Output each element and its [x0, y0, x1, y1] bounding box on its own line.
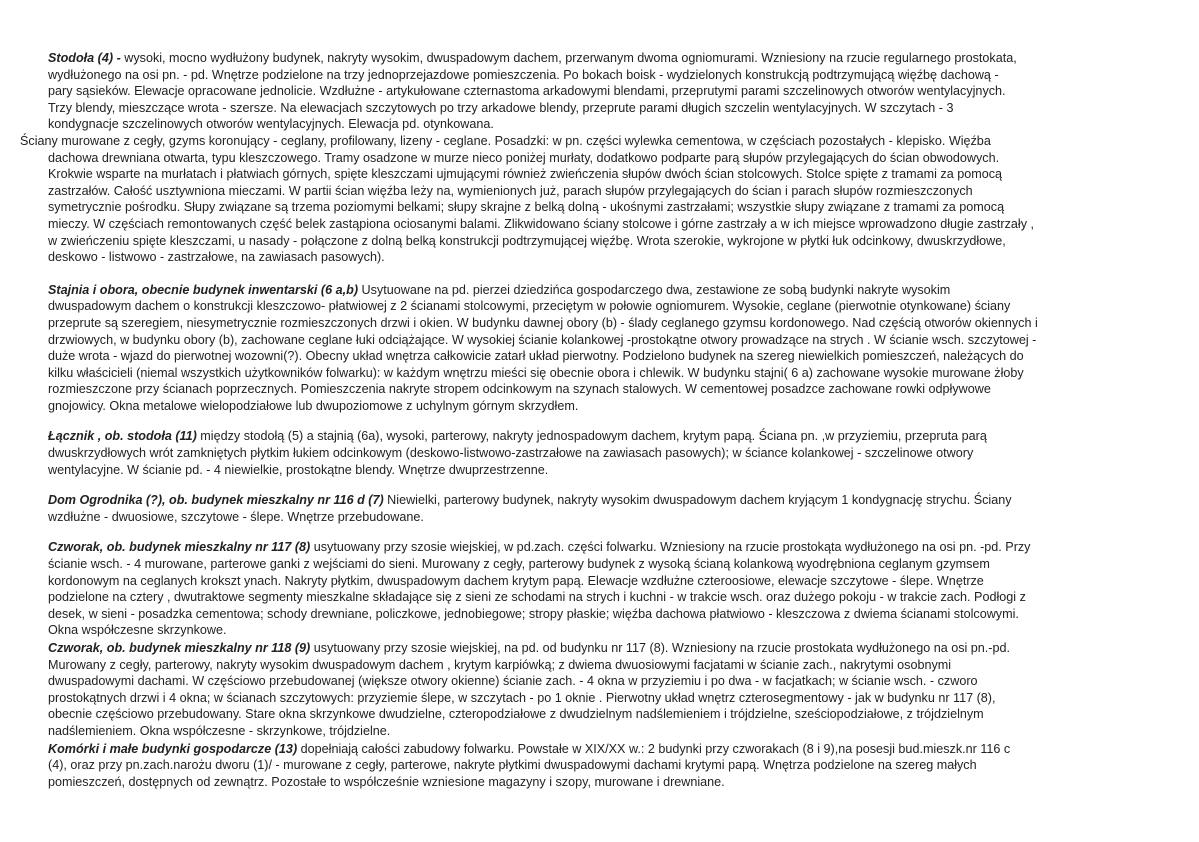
text-line — [10, 100, 1179, 117]
text-line — [10, 690, 1179, 707]
text-line — [10, 67, 1179, 84]
text-line — [10, 216, 1179, 233]
body-text: Niewielki, parterowy budynek, nakryty wysokim dwuspadowym dachem kryjącym 1 kondygnację strychu. Ściany — [383, 493, 1012, 508]
body-text: między stodołą (5) a stajnią (6a), wysoki, parterowy, nakryty jednospadowym dachem, krytym papą. Ściana pn. ,w przyziemiu, przeprutа parą — [196, 429, 987, 444]
document-section — [10, 428, 1179, 478]
body-text: mieczy. W częściach remontowanych część belek zastąpiona ociosanymi balami. Zlikwidowano ściany stolcowe i górne zastrzały a w ich miejsce wprowadzono długie zastrzały , — [48, 216, 1034, 231]
text-line — [10, 166, 1179, 183]
body-text: kilku właścicieli (niemal wszystkich użytkowników folwarku): w każdym wnętrzu mieści się obecnie obora i chlewik. W budynku stajni( 6 a) zachowane wysokie murowane żłoby — [48, 365, 1024, 380]
text-line — [10, 381, 1179, 398]
document-section — [10, 741, 1179, 791]
body-text: wentylacyjne. W ścianie pd. - 4 niewielkie, prostokątne blendy. Wnętrze dwuprzestrzenne. — [48, 462, 549, 477]
body-text: zastrzałów. Całość usztywniona mieczami. W partii ścian więźba leży na, wymienionych już, parach słupów przylegających do ścian i parach słupów rozmieszczonych — [48, 183, 973, 198]
body-text: Ściany murowane z cegły, gzyms koronujący - ceglany, profilowany, lizeny - ceglane. Posadzki: w pn. części wylewka cementowa, w częściach pozostałych - klepisko. Więźba — [20, 133, 991, 148]
body-text: prostokątnych drzwi i 4 okna; w ścianach szczytowych: przyziemie ślepe, w szczytach - po 1 oknie . Pierwotny układ wnętrz czterosegmentowy - jak w budynku nr 117 (8), — [48, 690, 996, 705]
body-text: kondygnacje szczelinowych otworów wentylacyjnych. Elewacja pd. otynkowana. — [48, 117, 494, 132]
text-line — [10, 282, 1179, 299]
text-line — [10, 622, 1179, 639]
document-section — [10, 539, 1179, 639]
body-text: duże wrota - wjazd do pierwotnej wozowni(?). Obecny układ wnętrza całkowicie zatarł układ pierwotny. Podzielono budynek na szereg niewielkich pomieszczeń, należących do — [48, 349, 1024, 364]
body-text: symetrycznie pośrodku. Słupy związane są trzema poziomymi belkami; słupy skrajne z belką dolną - ukośnymi zastrzałami; wszystkie słupy związane z tramami za pomocą — [48, 200, 1005, 215]
section-heading: Komórki i małe budynki gospodarcze (13) — [48, 741, 298, 756]
text-line — [10, 298, 1179, 315]
text-line — [10, 509, 1179, 526]
body-text: (4), oraz przy pn.zach.narożu dworu (1)/ - murowane z cegły, parterowe, nakryte płytkimi dwuspadowymi dachami krytymi papą. Wnętrza podzielone na szereg małych — [48, 758, 977, 773]
text-line — [10, 445, 1179, 462]
body-text: dwuspadowym dachem o konstrukcji kleszczowo- płatwiowej z 2 ścianami stolcowymi, przeciętym w połowie ogniomurem. Wysokie, ceglane (pierwotnie otynkowane) ściany — [48, 299, 1011, 314]
body-text: dwuskrzydłowych wrót zamkniętych płytkim łukiem odcinkowym (deskowo-listwowo-zastrzałowe na zawiasach pasowych); w ściance kolankowej - szczelinowe otwory — [48, 446, 974, 461]
text-line — [10, 741, 1179, 758]
text-line — [10, 116, 1179, 133]
text-line — [10, 723, 1179, 740]
body-text: podzielone na cztery , dwutraktowe segmenty mieszkalne składające się z sieni ze schodami na strych i kuchni - w trakcie wsch. oraz dużego pokoju - w trakcie zach. Podłogi z — [48, 590, 1026, 605]
text-line — [10, 50, 1179, 67]
text-line — [10, 199, 1179, 216]
text-line — [10, 133, 1179, 150]
text-line — [10, 462, 1179, 479]
body-text: usytuowany przy szosie wiejskiej, w pd.zach. części folwarku. Wzniesiony na rzucie prostokąta wydłużonego na osi pn. -pd. Przy — [310, 540, 1031, 555]
text-line — [10, 539, 1179, 556]
document-body — [10, 50, 1179, 790]
body-text: usytuowany przy szosie wiejskiej, na pd. od budynku nr 117 (8). Wzniesiony na rzucie prostokata wydłużonego na osi pn.-pd. — [310, 641, 1011, 655]
text-line — [10, 332, 1179, 349]
body-text: nadślemieniem. Okna współczesne - skrzynkowe, trójdzielne. — [48, 723, 391, 738]
text-line — [10, 249, 1179, 266]
body-text: dopełniają całości zabudowy folwarku. Powstałe w XIX/XX w.: 2 budynki przy czworakach (8 i 9),na posesji bud.mieszk.nr 116 c — [297, 741, 1011, 756]
body-text: Murowany z cegły, parterowy, nakryty wysokim dwuspadowym dachem , krytym karpiówką; z dwiema dwuosiowymi facjatami w ścianie zach., nakrytymi osobnymi — [48, 657, 952, 672]
document-section — [10, 50, 1179, 266]
text-line — [10, 774, 1179, 791]
body-text: drzwiowych, w budynku obory (b), zachowane ceglane łuki odciążające. W wysokiej ścianie kolankowej -prostokątne otwory prowadzące na strych . W ścianie wsch. szczytowej - — [48, 332, 1037, 347]
text-line — [10, 556, 1179, 573]
text-line — [10, 673, 1179, 690]
text-line — [10, 428, 1179, 445]
text-line — [10, 365, 1179, 382]
text-line — [10, 183, 1179, 200]
body-text: dwuspadowymi dachami. W częściowo przebudowanej (większe otwory okienne) ścianie zach. - 4 okna w przyziemiu i po dwa - w facjatkach; w ścianie wsch. - czworo — [48, 674, 978, 689]
body-text: w zwieńczeniu spięte kleszczami, u nasady - połączone z dolną belką konstrukcji podtrzymującej więźbę. Wrota szerokie, wykrojone w płytki łuk odcinkowy, dwuskrzydłowe, — [48, 233, 1006, 248]
body-text: wydłużonego na osi pn. - pd. Wnętrze podzielone na trzy jednoprzejazdowe pomieszczenia. Po bokach boisk - wydzielonych konstrukcją podtrzymującą więźbę dachową - — [48, 67, 999, 82]
section-heading: Stodoła (4) - — [48, 51, 125, 65]
text-line — [10, 606, 1179, 623]
body-text: gnojowicy. Okna metalowe wielopodziałowe lub dwupoziomowe z uchylnym górnym skrzydłem. — [48, 398, 579, 413]
document-section — [10, 282, 1179, 415]
body-text: dachowa drewniana otwarta, typu kleszczowego. Tramy osadzone w murze nieco poniżej murłaty, dodatkowo podparte parą słupów przylegających do ścian obwodowych. — [48, 150, 1000, 165]
body-text: ścianie wsch. - 4 murowane, parterowe ganki z wejściami do sieni. Murowany z cegły, parterowy budynek z wysoką ścianą kolankową wyodrębniona ceglanym gzymsem — [48, 557, 990, 572]
text-line — [10, 573, 1179, 590]
section-heading: Stajnia i obora, obecnie budynek inwentarski (6 a,b) — [48, 282, 359, 297]
body-text: rozmieszczone przy ścianach poprzecznych. Pomieszczenia nakryte stropem odcinkowym na szynach stalowych. W cementowej posadzce zachowane rowki odpływowe — [48, 382, 991, 397]
text-line — [10, 315, 1179, 332]
body-text: Okna współczesne skrzynkowe. — [48, 623, 227, 638]
text-line — [10, 398, 1179, 415]
text-line — [10, 83, 1179, 100]
section-heading: Czworak, ob. budynek mieszkalny nr 117 (8) — [48, 540, 311, 555]
text-line — [10, 150, 1179, 167]
text-line — [10, 589, 1179, 606]
text-line — [10, 657, 1179, 674]
body-text: pomieszczeń, dostępnych od zewnątrz. Pozostałe to współcześnie wzniesione magazyny i szopy, murowane i drewniane. — [48, 774, 725, 789]
section-heading: Łącznik , ob. stodoła (11) — [48, 429, 197, 444]
text-line — [10, 492, 1179, 509]
document-section — [10, 640, 1179, 740]
body-text: deskowo - listwowo - zastrzałowe, na zawiasach pasowych). — [48, 250, 385, 265]
text-line — [10, 233, 1179, 250]
text-line — [10, 348, 1179, 365]
body-text: kordonowym na ceglanych krokszt ynach. Nakryty płytkim, dwuspadowym dachem krytym papą. Elewacje wzdłużne czteroosiowe, elewacje szczytowe - ślepe. Wnętrze — [48, 573, 984, 588]
section-heading: Czworak, ob. budynek mieszkalny nr 118 (9) — [48, 641, 311, 655]
body-text: pary sąsieków. Elewacje opracowane jednolicie. Wzdłużne - artykułowane czternastoma arkadowymi blendami, przeprutymi parami szczelinowych otworów wentylacyjnych. — [48, 84, 1006, 99]
body-text: przeprute są szeregiem, niesymetrycznie rozmieszczonych drzwi i okien. W budynku dawnej obory (b) - ślady ceglanego gzymsu kordonowego. Nad częścią otworów okiennych i — [48, 315, 1038, 330]
text-line — [10, 640, 1179, 657]
body-text: desek, w sieni - posadzka cementowa; schody drewniane, policzkowe, jednobiegowe; stropy płaskie; więźba dachowa płatwiowo - kleszczowa z dwiema ścianami stolcowymi. — [48, 606, 1019, 621]
body-text: wysoki, mocno wydłużony budynek, nakryty wysokim, dwuspadowym dachem, przerwanym dwoma ogniomurami. Wzniesiony na rzucie regularnego prostokata, — [124, 51, 1017, 65]
body-text: Usytuowane na pd. pierzei dziedzińca gospodarczego dwa, zestawione ze sobą budynki nakryte wysokim — [358, 282, 951, 297]
body-text: Trzy blendy, mieszczące wrota - szersze. Na elewacjach szczytowych po trzy arkadowe blendy, przeprute parami długich szczelin wentylacyjnych. W szczytach - 3 — [48, 100, 954, 115]
section-heading: Dom Ogrodnika (?), ob. budynek mieszkalny nr 116 d (7) — [48, 493, 384, 508]
text-line — [10, 757, 1179, 774]
body-text: Krokwie wsparte na murłatach i płatwiach górnych, spięte kleszczami ujmującymi również zwieńczenia słupów dwóch ścian stolcowych. Stolce spięte z tramami za pomocą — [48, 167, 1003, 182]
body-text: wzdłużne - dwuosiowe, szczytowe - ślepe. Wnętrze przebudowane. — [48, 509, 424, 524]
document-section — [10, 492, 1179, 525]
text-line — [10, 706, 1179, 723]
body-text: obecnie częściowo przebudowany. Stare okna skrzynkowe dwudzielne, czteropodziałowe z dwudzielnym nadślemieniem i trójdzielne, sześciopodziałowe, z trójdzielnym — [48, 707, 984, 722]
